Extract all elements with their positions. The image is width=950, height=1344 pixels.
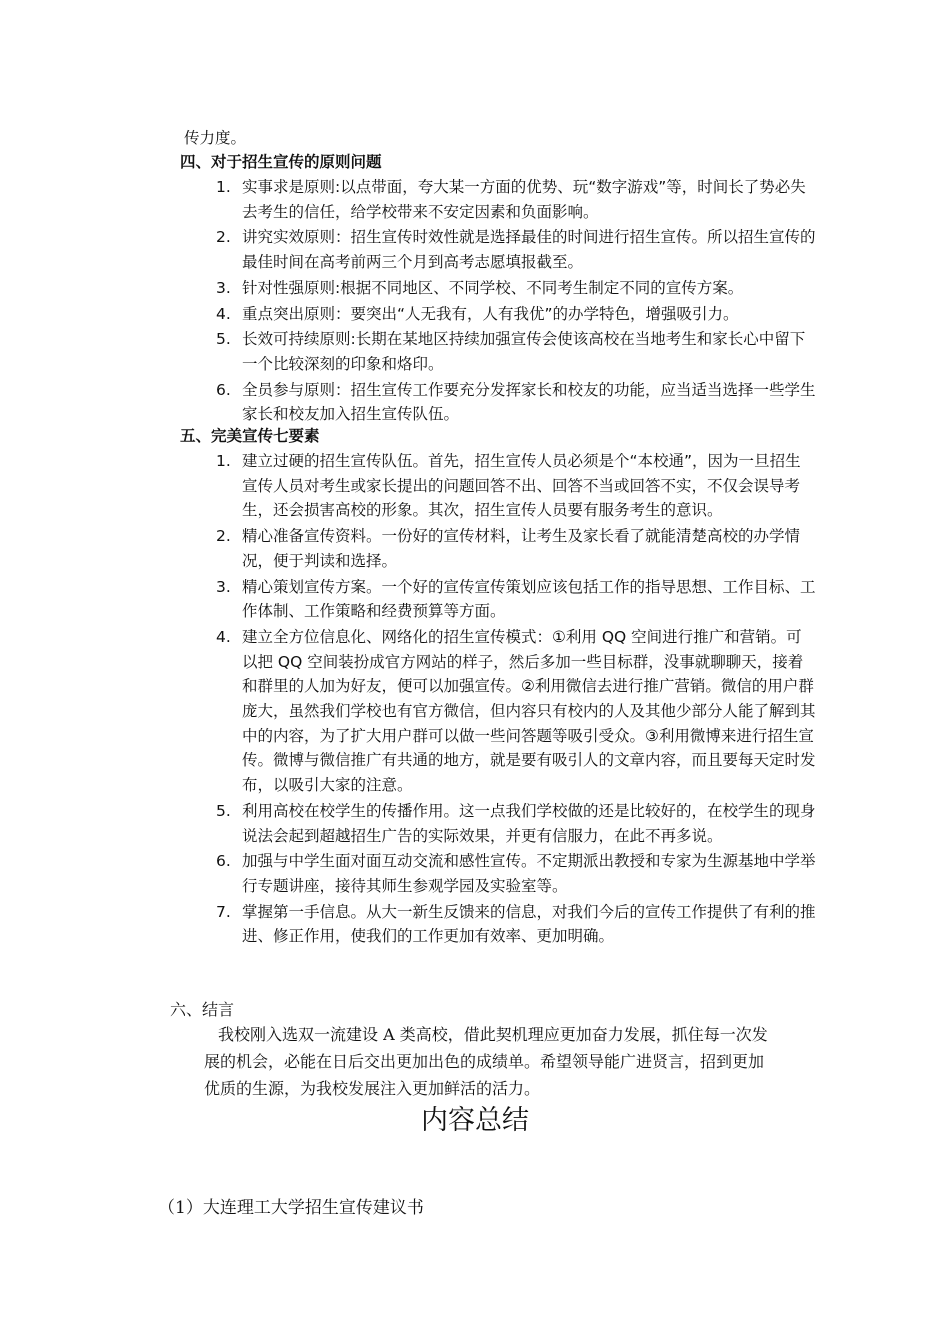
section4-heading: 四、对于招生宣传的原则问题 [180,153,382,171]
list-item-text: 针对性强原则:根据不同地区、不同学校、不同考生制定不同的宣传方案。 [242,278,744,297]
section5-list [0,449,950,950]
list-number: 4. [216,627,231,646]
list-item-text: 实事求是原则:以点带面，夸大某一方面的优势、玩“数字游戏”等，时间长了势必失去考生的信任，给学校带来不安定因素和负面影响。 [242,178,806,221]
list-number: 2. [216,527,231,546]
list-number: 1. [216,452,231,470]
list-item [0,302,816,327]
list-item-text: 建立全方位信息化、网络化的招生宣传模式：①利用 QQ 空间进行推广和营销。可以把 QQ 空间装扮成官方网站的样子，然后多加一些目标群，没事就聊聊天，接着和群里的人加为好友，便可以加强宣传。②利用微信去进行推广营销。微信的用户群庞大，虽然我们学校也有官方微信，但内容只有校内的人及其他少部分人能了解到其中的内容，为了扩大用户群可以做一些问答题等吸引受众。③利用微博来进行招生宣传。微博与微信推广有共通的地方，就是要有吸引人的文章内容，而且要每天定时发布，以吸引大家的注意。 [242,627,816,795]
list-item [0,378,816,427]
list-number: 7. [216,902,231,921]
list-number: 5. [216,330,231,349]
list-number: 4. [216,304,231,323]
list-item-text: 利用高校在校学生的传播作用。这一点我们学校做的还是比较好的，在校学生的现身说法会起到超越招生广告的实际效果，并更有信服力，在此不再多说。 [242,801,816,845]
continuation-text: 传力度。 [184,129,247,147]
list-number: 2. [216,228,231,247]
list-number: 3. [216,278,231,297]
list-item [0,225,816,274]
list-item [0,524,816,573]
list-item-text: 全员参与原则：招生宣传工作要充分发挥家长和校友的功能，应当适当选择一些学生家长和校友加入招生宣传队伍。 [242,380,816,424]
section6-body: 我校刚入选双一流建设 A 类高校，借此契机理应更加奋力发展，抓住每一次发展的机会，必能在日后交出更加出色的成绩单。希望领导能广进贤言，招到更加优质的生源，为我校发展注入更加鲜活的活力。 [204,1025,768,1098]
section5-heading: 五、完美宣传七要素 [180,427,320,445]
list-item-text: 长效可持续原则:长期在某地区持续加强宣传会使该高校在当地考生和家长心中留下一个比较深刻的印象和烙印。 [242,330,806,373]
section6-heading: 六、结言 [170,1000,235,1019]
list-item-text: 精心准备宣传资料。一份好的宣传材料，让考生及家长看了就能清楚高校的办学情况，便于判读和选择。 [242,527,801,570]
summary-title: 内容总结 [421,1105,529,1136]
list-item [0,575,816,624]
list-item [0,175,816,224]
list-item-text: 加强与中学生面对面互动交流和感性宣传。不定期派出教授和专家为生源基地中学举行专题讲座，接待其师生参观学园及实验室等。 [242,852,816,895]
list-item [0,849,816,898]
list-item-text: 掌握第一手信息。从大一新生反馈来的信息，对我们今后的宣传工作提供了有利的推进、修正作用，使我们的工作更加有效率、更加明确。 [242,902,816,946]
list-item [0,900,816,949]
summary-item: （1）大连理工大学招生宣传建议书 [158,1198,424,1218]
list-item [0,625,816,798]
list-item [0,449,816,523]
list-number: 3. [216,577,231,596]
list-number: 6. [216,380,231,399]
list-item [0,276,816,301]
list-item [0,799,816,848]
list-item-text: 精心策划宣传方案。一个好的宣传宣传策划应该包括工作的指导思想、工作目标、工作体制、工作策略和经费预算等方面。 [242,577,816,621]
list-number: 6. [216,852,231,871]
list-item [0,327,816,376]
list-number: 5. [216,801,231,820]
list-item-text: 建立过硬的招生宣传队伍。首先，招生宣传人员必须是个“本校通”，因为一旦招生宣传人员对考生或家长提出的问题回答不出、回答不当或回答不实，不仅会误导考生，还会损害高校的形象。其次，招生宣传人员要有服务考生的意识。 [242,452,801,520]
list-item-text: 重点突出原则：要突出“人无我有，人有我优”的办学特色，增强吸引力。 [242,304,739,323]
list-number: 1. [216,178,231,196]
list-item-text: 讲究实效原则：招生宣传时效性就是选择最佳的时间进行招生宣传。所以招生宣传的最佳时间在高考前两三个月到高考志愿填报截至。 [242,228,816,272]
section4-list [0,175,950,428]
